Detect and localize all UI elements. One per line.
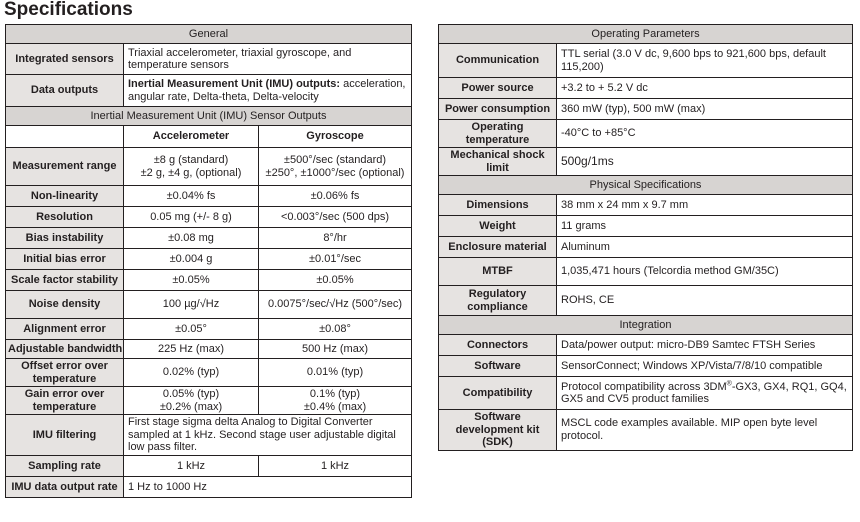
acc-adjustable-bandwidth: 225 Hz (max) (124, 340, 259, 359)
gyro-scale-factor-stability: ±0.05% (259, 270, 412, 291)
row-label-power-consumption: Power consumption (439, 99, 557, 120)
row-label-regulatory-compliance: Regulatory compliance (439, 286, 557, 316)
row-value-imu-filtering: First stage sigma delta Analog to Digital Converter sampled at 1 kHz. Second stage user adjustable digital low pass filter. (124, 415, 412, 456)
gyroscope-header: Gyroscope (259, 126, 412, 148)
operating-physical-integration-table (438, 24, 853, 451)
row-label-operating-temperature: Operating temperature (439, 120, 557, 148)
acc-gain-max: ±0.2% (max) (159, 400, 223, 413)
row-label-gain-error: Gain error over temperature (6, 387, 124, 415)
row-value-mechanical-shock-limit: 500g/1ms (557, 148, 853, 176)
acc-sampling-rate: 1 kHz (124, 456, 259, 477)
general-imu-spec-table (5, 24, 412, 498)
registered-mark: ® (726, 379, 732, 387)
row-label-compatibility: Compatibility (439, 377, 557, 410)
row-label-communication: Communication (439, 44, 557, 78)
row-label-alignment-error: Alignment error (6, 319, 124, 340)
row-label-initial-bias-error: Initial bias error (6, 249, 124, 270)
gyro-range-optional: ±250°, ±1000°/sec (optional) (265, 166, 405, 179)
row-value-sdk: MSCL code examples available. MIP open byte level protocol. (557, 410, 853, 451)
acc-gain-error (124, 387, 259, 415)
row-label-sdk: Software development kit (SDK) (439, 410, 557, 451)
physical-heading: Physical Specifications (439, 176, 853, 195)
row-label-imu-filtering: IMU filtering (6, 415, 124, 456)
row-label-measurement-range: Measurement range (6, 148, 124, 186)
row-label-resolution: Resolution (6, 207, 124, 228)
acc-non-linearity: ±0.04% fs (124, 186, 259, 207)
compatibility-text-pre: Protocol compatibility across 3DM (561, 380, 727, 393)
row-value-mtbf: 1,035,471 hours (Telcordia method GM/35C) (557, 258, 853, 286)
gyro-initial-bias-error: ±0.01°/sec (259, 249, 412, 270)
gyro-gain-max: ±0.4% (max) (303, 400, 367, 413)
row-value-regulatory-compliance: ROHS, CE (557, 286, 853, 316)
acc-scale-factor-stability: ±0.05% (124, 270, 259, 291)
acc-bias-instability: ±0.08 mg (124, 228, 259, 249)
acc-alignment-error: ±0.05° (124, 319, 259, 340)
operating-heading: Operating Parameters (439, 25, 853, 44)
row-label-noise-density: Noise density (6, 291, 124, 319)
imu-heading: Inertial Measurement Unit (IMU) Sensor Outputs (6, 107, 412, 126)
row-label-scale-factor-stability: Scale factor stability (6, 270, 124, 291)
gyro-range-standard: ±500°/sec (standard) (283, 154, 387, 166)
gyro-resolution: <0.003°/sec (500 dps) (259, 207, 412, 228)
row-value-dimensions: 38 mm x 24 mm x 9.7 mm (557, 195, 853, 216)
row-value-power-consumption: 360 mW (typ), 500 mW (max) (557, 99, 853, 120)
row-label-bias-instability: Bias instability (6, 228, 124, 249)
gyro-non-linearity: ±0.06% fs (259, 186, 412, 207)
row-value-connectors: Data/power output: micro-DB9 Samtec FTSH Series (557, 335, 853, 356)
row-label-software: Software (439, 356, 557, 377)
row-label-enclosure-material: Enclosure material (439, 237, 557, 258)
row-label-connectors: Connectors (439, 335, 557, 356)
data-outputs-bold: Inertial Measurement Unit (IMU) outputs: (128, 78, 341, 90)
gyro-alignment-error: ±0.08° (259, 319, 412, 340)
row-value-communication: TTL serial (3.0 V dc, 9,600 bps to 921,600 bps, default 115,200) (557, 44, 853, 78)
gyro-noise-density: 0.0075°/sec/√Hz (500°/sec) (259, 291, 412, 319)
acc-initial-bias-error: ±0.004 g (124, 249, 259, 270)
row-label-adjustable-bandwidth: Adjustable bandwidth (6, 340, 124, 359)
integration-heading: Integration (439, 316, 853, 335)
acc-range-optional: ±2 g, ±4 g, (optional) (140, 166, 242, 179)
row-label-imu-data-output-rate: IMU data output rate (6, 477, 124, 498)
row-value-weight: 11 grams (557, 216, 853, 237)
row-value-data-outputs (124, 75, 412, 107)
compatibility-text-post: -GX3, GX4, RQ1, GQ4, GX5 and CV5 product families (561, 380, 847, 405)
row-value-compatibility (557, 377, 853, 410)
row-value-operating-temperature: -40°C to +85°C (557, 120, 853, 148)
accelerometer-header: Accelerometer (124, 126, 259, 148)
general-heading: General (6, 25, 412, 44)
gyro-measurement-range (259, 148, 412, 186)
row-value-power-source: +3.2 to + 5.2 V dc (557, 78, 853, 99)
row-label-data-outputs: Data outputs (6, 75, 124, 107)
data-outputs-text: acceleration, angular rate, Delta-theta, Delta-velocity (128, 78, 406, 103)
row-value-integrated-sensors: Triaxial accelerometer, triaxial gyroscope, and temperature sensors (124, 44, 412, 75)
acc-gain-typ: 0.05% (typ) (162, 388, 220, 400)
acc-measurement-range (124, 148, 259, 186)
row-label-non-linearity: Non-linearity (6, 186, 124, 207)
row-value-software: SensorConnect; Windows XP/Vista/7/8/10 compatible (557, 356, 853, 377)
gyro-offset-error: 0.01% (typ) (259, 359, 412, 387)
row-label-power-source: Power source (439, 78, 557, 99)
imu-header-blank (6, 126, 124, 148)
gyro-sampling-rate: 1 kHz (259, 456, 412, 477)
acc-resolution: 0.05 mg (+/- 8 g) (124, 207, 259, 228)
acc-noise-density: 100 µg/√Hz (124, 291, 259, 319)
row-label-integrated-sensors: Integrated sensors (6, 44, 124, 75)
row-label-mtbf: MTBF (439, 258, 557, 286)
row-label-dimensions: Dimensions (439, 195, 557, 216)
acc-range-standard: ±8 g (standard) (153, 154, 229, 166)
row-value-enclosure-material: Aluminum (557, 237, 853, 258)
row-label-mechanical-shock-limit: Mechanical shock limit (439, 148, 557, 176)
acc-offset-error: 0.02% (typ) (124, 359, 259, 387)
gyro-gain-typ: 0.1% (typ) (309, 388, 361, 400)
gyro-adjustable-bandwidth: 500 Hz (max) (259, 340, 412, 359)
row-label-weight: Weight (439, 216, 557, 237)
gyro-bias-instability: 8°/hr (259, 228, 412, 249)
row-label-offset-error: Offset error over temperature (6, 359, 124, 387)
page-title: Specifications (4, 0, 133, 20)
row-label-sampling-rate: Sampling rate (6, 456, 124, 477)
row-value-imu-data-output-rate: 1 Hz to 1000 Hz (124, 477, 412, 498)
gyro-gain-error (259, 387, 412, 415)
